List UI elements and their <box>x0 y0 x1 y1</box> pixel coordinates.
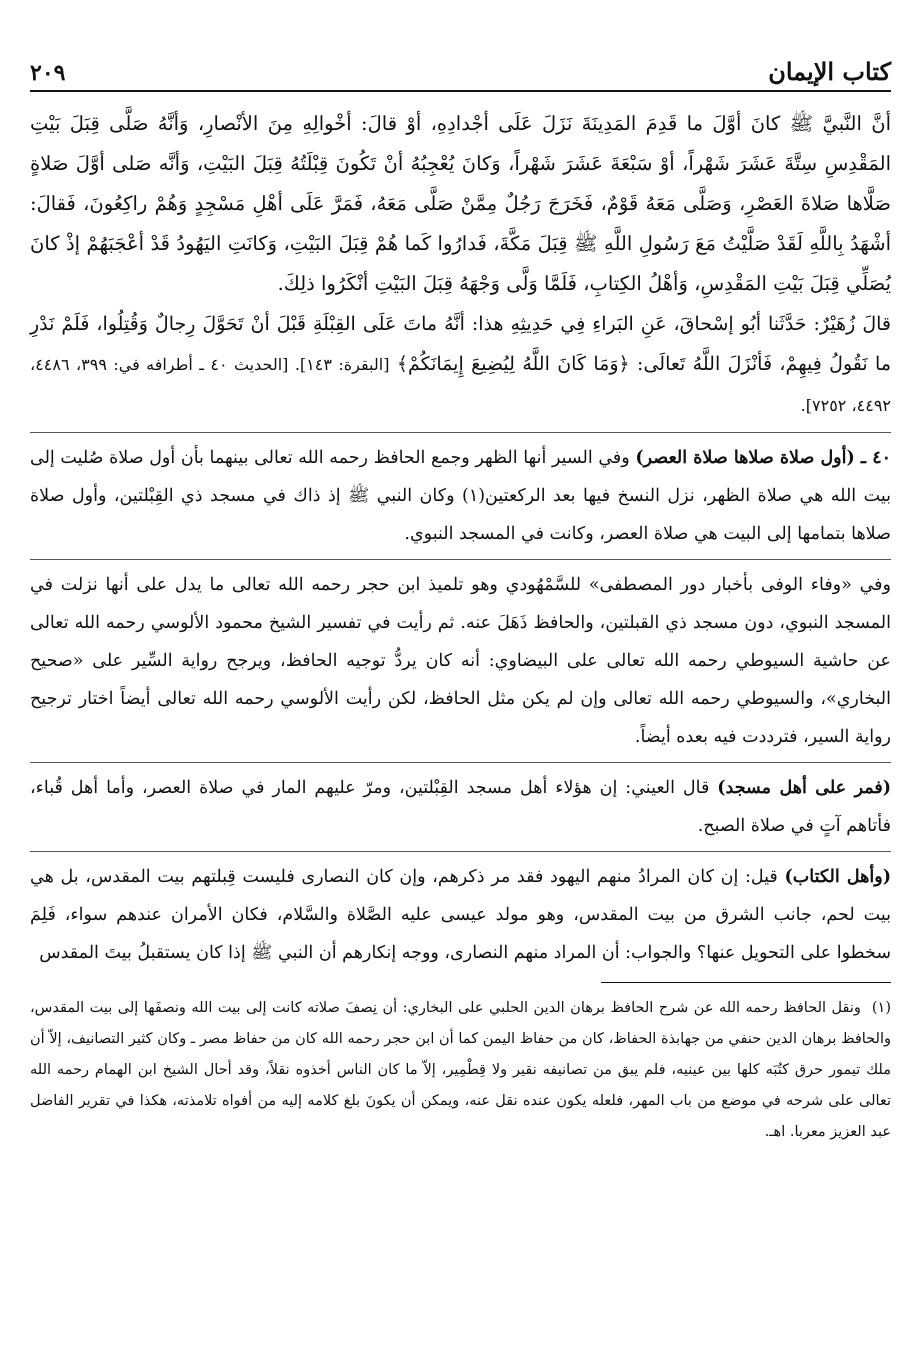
commentary-text: وفي «وفاء الوفى بأخبار دور المصطفى» للسَّمْهُودي وهو تلميذ ابن حجر رحمه الله تعالى ما يدل على أنها نزلت في المسجد النبوي، دون مسجد ذي القبلتين، والحافظ ذَهَلَ عنه. ثم رأيت في تفسير الشيخ محمود الألوسي رحمه الله تعالى عن حاشية السيوطي رحمه الله تعالى على البيضاوي: أنه كان يردُّ توجيه الحافظ، ويرجح رواية السِّير على «صحيح البخاري»، والسيوطي رحمه الله تعالى وإن لم يكن مثل الحافظ، لكن رأيت الألوسي رحمه الله تعالى أيضاً اختار ترجيح رواية السير، فترددت فيه بعده أيضاً. <box>30 575 891 747</box>
commentary-paragraph-1 <box>30 439 891 553</box>
commentary-text: قال العيني: إن هؤلاء أهل مسجد القِبْلتين، ومرّ عليهم المار في صلاة العصر، وأما أهل قُباء، فأتاهم آتٍ في صلاة الصبح. <box>30 778 891 836</box>
commentary-lead: (وأهل الكتاب) <box>784 867 891 887</box>
commentary-text: قيل: إن كان المرادُ منهم اليهود فقد مر ذكرهم، وإن كان النصارى فليست قِبلتهم بيت المقدس، بل هي بيت لحم، جانب الشرق من بيت المقدس، وهو مولد عيسى عليه الصَّلاة والسَّلام، فكان الأمران عندهم سواء، فَلِمَ سخطوا على التحويل عنها؟ والجواب: أن المراد منهم النصارى، ووجه إنكارهم أن النبي ﷺ إذا كان يستقبلُ بيتَ المقدس <box>30 867 891 963</box>
page-header <box>30 40 891 86</box>
paragraph-separator <box>30 559 891 560</box>
page-number: ٢٠٩ <box>30 60 66 86</box>
footnote-rule <box>601 982 891 983</box>
commentary-paragraph-2 <box>30 566 891 756</box>
commentary-text: وفي السير أنها الظهر وجمع الحافظ رحمه الله تعالى بينهما بأن أول صلاة صُليت إلى بيت الله هي صلاة الظهر، نزل النسخ فيها بعد الركعتين(١) وكان النبي ﷺ إذ ذاك في مسجد ذي القِبْلتين، وأول صلاة صلاها بتمامها إلى البيت هي صلاة العصر، وكانت في المسجد النبوي. <box>30 448 891 544</box>
footnote-text: ونقل الحافظ رحمه الله عن شرح الحافظ برهان الدين الحلبي على البخاري: أن نِصفَ صلاته كانت إلى بيت الله ونصفَها إلى بيت المقدس، والحافظ برهان الدين حنفي من جهابذة الحفاظ، كان من حفاظ اليمن كما أن ابن حجر رحمه الله كان من حفاظ مصر ـ وكان كثير التصانيف، إلاّ أن ملك تيمور حرق كتُبَه كلها بين عينيه، فلم يبق من تصانيفه نقير ولا قِطْمِير، إلاّ ما كان الناس أخذوه نقلاً، وقد أحال الشيخ ابن الهمام رحمه الله تعالى على شرحه في موضع من باب المهر، فلعله يكون عنده نقل عنه، ويمكن أن يكونَ بلغ كلامه إليه من أفواه تلامذته، هكذا في تقرير الفاضل عبد العزيز معربا. اهـ. <box>30 1000 891 1140</box>
footnote-number: (١) <box>871 1000 892 1016</box>
paragraph-separator <box>30 762 891 763</box>
hadith-text-continued <box>30 304 891 426</box>
commentary-lead: ٤٠ ـ (أول صلاة صلاها صلاة العصر) <box>635 448 891 468</box>
hadith-narration: قالَ زُهَيْرٌ: حَدَّثَنا أبُو إسْحاقَ، عَنِ البَراءِ فِي حَدِيثِهِ هذا: أنَّهُ ماتَ عَلَى القِبْلَةِ قَبْلَ أنْ تَحَوَّلَ رِجالٌ وَقُتِلُوا، فَلَمْ نَدْرِ ما نَقُولُ فِيهِمْ، فَأنْزَلَ اللَّهُ تَعالَى: ﴿وَمَا كَانَ اللَّهُ لِيُضِيعَ إِيمَانَكُمْ﴾ <box>30 313 892 375</box>
header-rule <box>30 90 891 92</box>
commentary-lead: (فمر على أهل مسجد) <box>717 778 892 798</box>
hadith-source: [البقرة: ١٤٣]. [الحديث ٤٠ ـ أطرافه في: ٣٩٩، ٤٤٨٦، ٤٤٩٢، ٧٢٥٢]. <box>30 355 891 415</box>
hadith-text: أنَّ النَّبيَّ ﷺ كانَ أوَّلَ ما قَدِمَ المَدِينَةَ نَزَلَ عَلَى أجْدادِهِ، أوْ قالَ: أخْوالِهِ مِنَ الأنْصارِ، وَأنَّهُ صَلَّى قِبَلَ بَيْتِ المَقْدِسِ سِتَّةَ عَشَرَ شَهْراً، أوْ سَبْعَةَ عَشَرَ شَهْراً، وَكانَ يُعْجِبُهُ أنْ تَكُونَ قِبْلَتُهُ قِبَلَ البَيْتِ، وَأنَّه صَلى أوَّلَ صَلاةٍ صَلَّاها صَلاةَ العَصْرِ، وَصَلَّى مَعَهُ قَوْمٌ، فَخَرَجَ رَجُلٌ مِمَّنْ صَلَّى مَعَهُ، فَمَرَّ عَلَى أهْلِ مَسْجِدٍ وَهُمْ راكِعُونَ، فَقالَ: أشْهَدُ بِاللَّهِ لَقَدْ صَلَّيْتُ مَعَ رَسُولِ اللَّهِ ﷺ قِبَلَ مَكَّةَ، فَدارُوا كَما هُمْ قِبَلَ البَيْتِ، وَكانَتِ اليَهُودُ قَدْ أعْجَبَهُمْ إذْ كانَ يُصَلِّي قِبَلَ بَيْتِ المَقْدِسِ، وَأهْلُ الكِتابِ، فَلَمَّا وَلَّى وَجْهَهُ قِبَلَ البَيْتِ أنْكَرُوا ذلِكَ. <box>30 112 891 295</box>
footnote <box>30 993 891 1148</box>
paragraph-separator <box>30 851 891 852</box>
chapter-title: كتاب الإيمان <box>768 57 891 86</box>
commentary-paragraph-4 <box>30 858 891 972</box>
hadith-separator <box>30 432 891 433</box>
commentary-paragraph-3 <box>30 769 891 845</box>
